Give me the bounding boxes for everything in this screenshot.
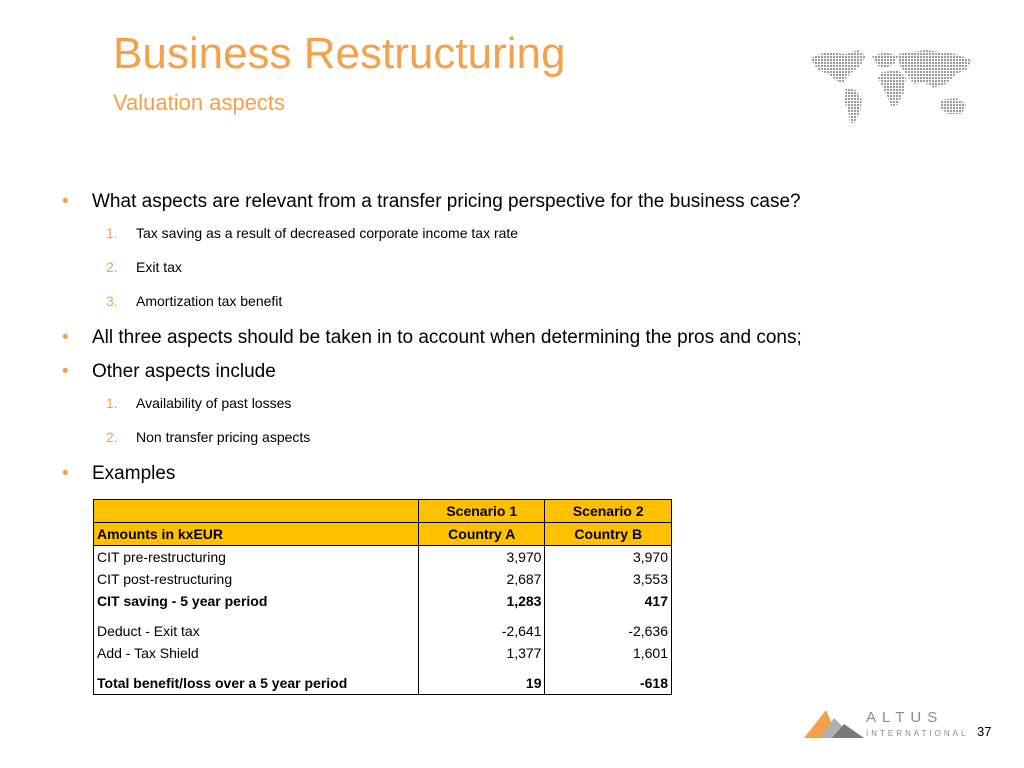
row-label: Deduct - Exit tax xyxy=(94,620,419,642)
bullet-question: • What aspects are relevant from a transfer pricing perspective for the business case? xyxy=(60,188,960,216)
row-label: Total benefit/loss over a 5 year period xyxy=(94,672,419,695)
spacer-cell xyxy=(419,612,545,620)
table-header-row xyxy=(94,523,672,546)
spacer-cell xyxy=(545,612,672,620)
row-value-b: 417 xyxy=(644,593,668,609)
row-label: CIT post-restructuring xyxy=(94,568,419,590)
bullet-other-aspects: • Other aspects include xyxy=(60,358,960,386)
list-item xyxy=(60,290,960,312)
logo-wordmark: ALTUS xyxy=(866,709,944,726)
row-value-a: 1,283 xyxy=(419,590,545,612)
page-number: 37 xyxy=(977,724,992,739)
table-spacer-row xyxy=(94,664,672,672)
spacer-cell xyxy=(94,612,419,620)
bullet-all-three: • All three aspects should be taken in to account when determining the pros and cons; xyxy=(60,324,960,352)
table-row xyxy=(94,546,672,569)
row-value-b: 1,601 xyxy=(632,645,668,661)
header-amounts-label: Amounts in kxEUR xyxy=(94,523,419,546)
slide-subtitle: Valuation aspects xyxy=(113,90,286,115)
list-item xyxy=(60,222,960,244)
row-value-b: -2,636 xyxy=(628,623,668,639)
row-value-a: 3,970 xyxy=(419,546,545,569)
list-item-text: Exit tax xyxy=(136,259,182,275)
list-item-number: 3. xyxy=(106,293,118,309)
list-item-text: Availability of past losses xyxy=(136,395,292,411)
list-item-text: Amortization tax benefit xyxy=(136,293,283,309)
table-spacer-row xyxy=(94,612,672,620)
table-header-row-top xyxy=(94,500,672,523)
table-row xyxy=(94,672,672,695)
table-row xyxy=(94,590,672,612)
row-value-a: 2,687 xyxy=(419,568,545,590)
list-item-number: 2. xyxy=(106,429,118,445)
logo-subtext: INTERNATIONAL xyxy=(866,729,969,738)
row-label: Add - Tax Shield xyxy=(94,642,419,664)
table-row xyxy=(94,568,672,590)
row-value-a: 19 xyxy=(419,672,545,695)
spacer-cell xyxy=(94,664,419,672)
header-country-b: Country B xyxy=(545,523,672,546)
world-map-icon xyxy=(806,44,978,130)
header-empty-cell xyxy=(94,500,419,523)
header-scenario-2: Scenario 2 xyxy=(545,500,672,523)
header-country-a: Country A xyxy=(419,523,545,546)
row-label: CIT saving - 5 year period xyxy=(94,590,419,612)
slide-title: Business Restructuring xyxy=(113,29,566,78)
list-item xyxy=(60,256,960,278)
row-value-b: 3,970 xyxy=(632,549,668,565)
row-value-a: -2,641 xyxy=(419,620,545,642)
row-value-a: 1,377 xyxy=(419,642,545,664)
list-item-number: 1. xyxy=(106,395,118,411)
list-item xyxy=(60,426,960,448)
list-item-number: 2. xyxy=(106,259,118,275)
spacer-cell xyxy=(545,664,672,672)
row-label: CIT pre-restructuring xyxy=(94,546,419,569)
row-value-b: 3,553 xyxy=(632,571,668,587)
spacer-cell xyxy=(419,664,545,672)
list-item-number: 1. xyxy=(106,225,118,241)
row-value-b: -618 xyxy=(639,675,668,691)
header-scenario-1: Scenario 1 xyxy=(419,500,545,523)
list-item xyxy=(60,392,960,414)
table-row xyxy=(94,620,672,642)
table-row xyxy=(94,642,672,664)
list-item-text: Tax saving as a result of decreased corporate income tax rate xyxy=(136,225,519,241)
bullet-list xyxy=(60,188,960,494)
bullet-examples: • Examples xyxy=(60,460,960,488)
list-item-text: Non transfer pricing aspects xyxy=(136,429,311,445)
examples-table xyxy=(93,499,672,695)
